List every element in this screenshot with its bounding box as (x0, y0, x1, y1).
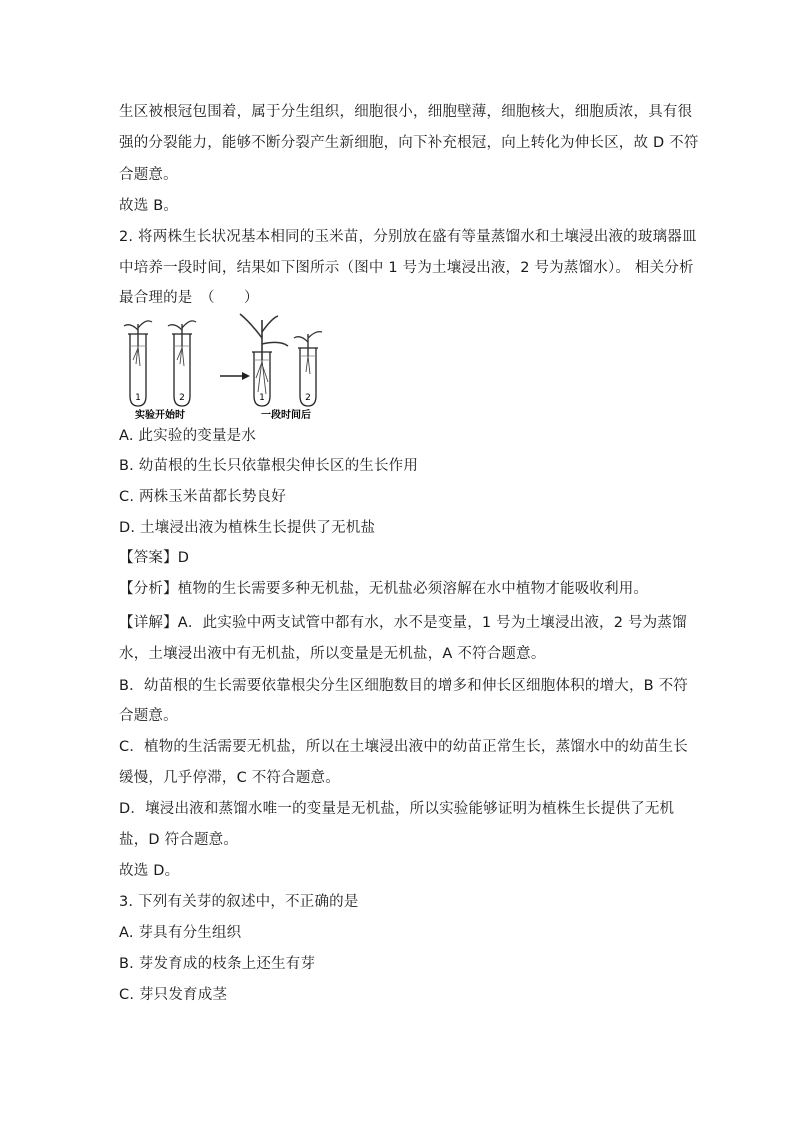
option-a: A. 芽具有分生组织 (119, 925, 242, 941)
explanation-line: 合题意。 (119, 708, 178, 724)
explanation-line: D．壤浸出液和蒸馏水唯一的变量是无机盐，所以实验能够证明为植株生长提供了无机 (119, 801, 675, 817)
question-3-stem: 3. 下列有关芽的叙述中，不正确的是 (119, 894, 359, 910)
tube-label: 1 (135, 393, 141, 403)
text-line: 故选 B。 (119, 198, 179, 214)
option-c: C. 芽只发育成茎 (119, 987, 228, 1003)
question-2-stem: 中培养一段时间，结果如下图所示（图中 1 号为土壤浸出液，2 号为蒸馏水）。 相关分析 (119, 260, 694, 276)
arrow-icon (220, 372, 250, 380)
tube-label: 2 (305, 393, 311, 403)
option-a: A. 此实验的变量是水 (119, 428, 257, 444)
option-b: B. 幼苗根的生长只依靠根尖伸长区的生长作用 (119, 458, 419, 474)
figure-caption-after: 一段时间后 (261, 410, 311, 420)
option-b: B. 芽发育成的枝条上还生有芽 (119, 956, 316, 972)
tube-label: 1 (259, 393, 265, 403)
option-c: C. 两株玉米苗都长势良好 (119, 489, 286, 505)
explanation-line: B．幼苗根的生长需要依靠根尖分生区细胞数目的增多和伸长区细胞体积的增大，B 不符 (119, 678, 689, 694)
text-line: 强的分裂能力，能够不断分裂产生新细胞，向下补充根冠，向上转化为伸长区，故 D 不符 (119, 135, 699, 151)
explanation-line: 盐，D 符合题意。 (119, 832, 239, 848)
experiment-figure (120, 312, 340, 420)
option-d: D. 土壤浸出液为植株生长提供了无机盐 (119, 520, 376, 536)
text-line: 生区被根冠包围着，属于分生组织，细胞很小，细胞壁薄，细胞核大，细胞质浓，具有很 (119, 104, 693, 120)
question-2-stem: 2. 将两株生长状况基本相同的玉米苗，分别放在盛有等量蒸馏水和土壤浸出液的玻璃器皿 (119, 229, 697, 245)
analysis-line: 【分析】植物的生长需要多种无机盐，无机盐必须溶解在水中植物才能吸收利用。 (119, 581, 649, 597)
question-2-stem: 最合理的是 （ ） (119, 290, 259, 306)
explanation-line: 【详解】A．此实验中两支试管中都有水，水不是变量，1 号为土壤浸出液，2 号为蒸馏 (119, 615, 687, 631)
conclusion-line: 故选 D。 (119, 863, 180, 879)
explanation-line: C．植物的生活需要无机盐，所以在土壤浸出液中的幼苗正常生长，蒸馏水中的幼苗生长 (119, 739, 688, 755)
explanation-line: 缓慢，几乎停滞，C 不符合题意。 (119, 770, 340, 786)
explanation-line: 水，土壤浸出液中有无机盐，所以变量是无机盐，A 不符合题意。 (119, 646, 546, 662)
tube-label: 2 (179, 393, 185, 403)
answer-line: 【答案】D (119, 550, 190, 566)
text-line: 合题意。 (119, 167, 178, 183)
figure-caption-before: 实验开始时 (135, 410, 185, 420)
